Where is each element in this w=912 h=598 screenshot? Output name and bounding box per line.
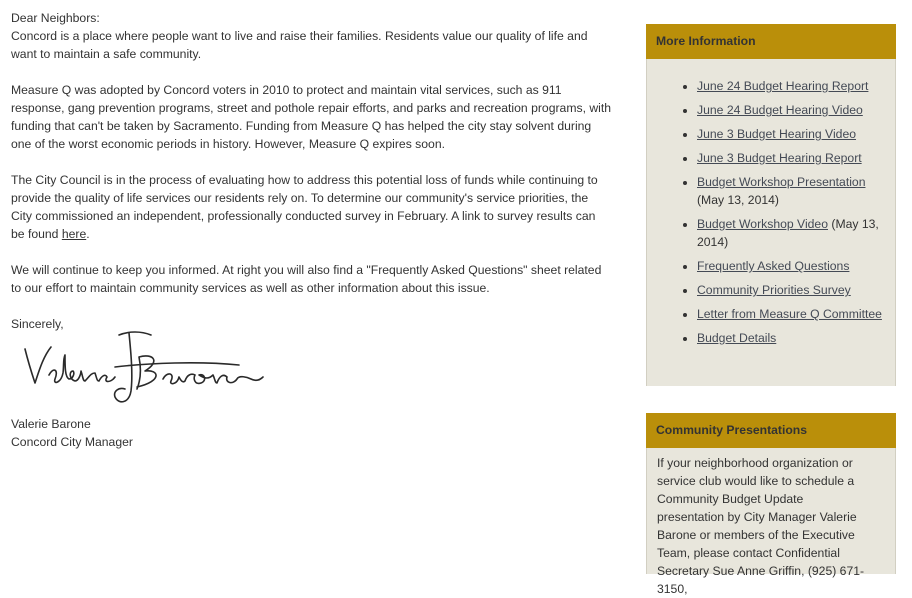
budget-details-link[interactable]: Budget Details bbox=[697, 331, 777, 345]
letter-intro-paragraph bbox=[11, 9, 611, 63]
letter-paragraph-1: Concord is a place where people want to live and raise their families. Residents value our quality of life and want to maintain a safe community. bbox=[11, 29, 588, 61]
list-item bbox=[697, 257, 895, 275]
letter-paragraph-3 bbox=[11, 171, 611, 243]
june-3-video-link[interactable]: June 3 Budget Hearing Video bbox=[697, 127, 857, 141]
more-information-panel bbox=[646, 59, 896, 386]
presentations-text: If your neighborhood organization or service club would like to schedule a Community Budget Update presentation by City Manager Valerie Barone or members of the Executive Team, please contact Confidential Secretary Sue Anne Griffin, (925) 671-3150, bbox=[657, 456, 865, 596]
faq-link[interactable]: Frequently Asked Questions bbox=[697, 259, 850, 273]
list-item bbox=[697, 125, 895, 143]
workshop-video-date: (May 13, 2014) bbox=[697, 217, 879, 249]
list-item bbox=[697, 77, 895, 95]
list-item bbox=[697, 329, 895, 347]
list-item bbox=[697, 281, 895, 299]
more-information-list bbox=[647, 77, 895, 347]
letter-paragraph-4: We will continue to keep you informed. At right you will also find a "Frequently Asked Questions" sheet related to our effort to maintain community services as well as other information about this issue. bbox=[11, 263, 602, 295]
more-information-header: More Information bbox=[646, 24, 896, 59]
list-item bbox=[697, 215, 895, 251]
workshop-video-link[interactable]: Budget Workshop Video bbox=[697, 217, 828, 231]
priorities-survey-link[interactable]: Community Priorities Survey bbox=[697, 283, 851, 297]
letter-greeting: Dear Neighbors: bbox=[11, 11, 100, 25]
list-item bbox=[697, 149, 895, 167]
measure-q-letter-link[interactable]: Letter from Measure Q Committee bbox=[697, 307, 882, 321]
june-24-video-link[interactable]: June 24 Budget Hearing Video bbox=[697, 103, 863, 117]
council-text-end: . bbox=[86, 227, 90, 241]
workshop-presentation-link[interactable]: Budget Workshop Presentation bbox=[697, 175, 866, 189]
letter-paragraph-2: Measure Q was adopted by Concord voters in 2010 to protect and maintain vital services, such as 911 response, gang prevention programs, street and pothole repair efforts, and parks and recreation programs, with funding that can't be taken by Sacramento. Funding from Measure Q has helped the city stay solvent during one of the worst economic periods in history. However, Measure Q expires soon. bbox=[11, 83, 612, 151]
survey-results-link[interactable]: here bbox=[61, 227, 87, 241]
list-item bbox=[697, 101, 895, 119]
community-presentations-panel bbox=[646, 448, 896, 596]
june-3-report-link[interactable]: June 3 Budget Hearing Report bbox=[697, 151, 862, 165]
workshop-presentation-date: (May 13, 2014) bbox=[697, 193, 779, 207]
list-item bbox=[697, 305, 895, 323]
signer-name: Valerie Barone bbox=[11, 417, 91, 431]
council-text: The City Council is in the process of evaluating how to address this potential loss of funds while continuing to provide the quality of life services our residents rely on. To determine our community's service priorities, the City commissioned an independent, professionally conducted survey in February. A link to survey results can be found bbox=[11, 173, 598, 241]
signature-image bbox=[19, 327, 269, 411]
sidebar bbox=[646, 24, 896, 596]
june-24-report-link[interactable]: June 24 Budget Hearing Report bbox=[697, 79, 869, 93]
letter bbox=[11, 9, 611, 451]
signer-title: Concord City Manager bbox=[11, 435, 133, 449]
letter-closing: Sincerely, bbox=[11, 317, 64, 331]
community-presentations-header: Community Presentations bbox=[646, 413, 896, 448]
list-item bbox=[697, 173, 895, 209]
signature-block bbox=[11, 415, 611, 451]
sidebar-gap bbox=[646, 386, 896, 413]
